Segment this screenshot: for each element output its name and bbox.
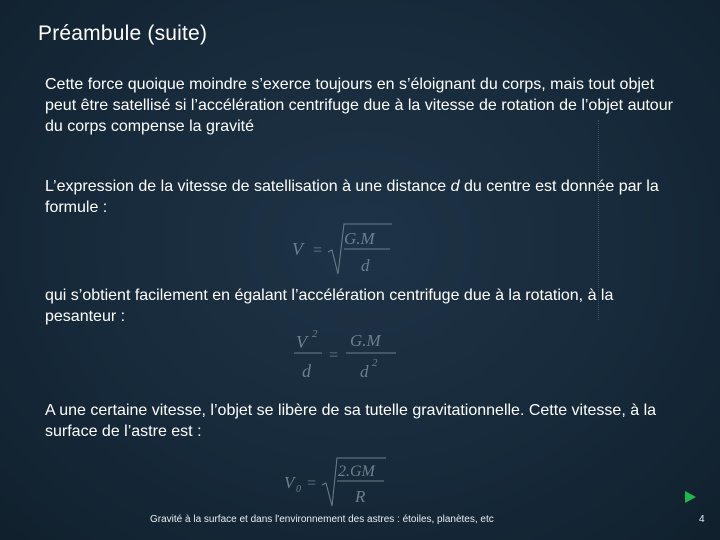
formula2-equals: = <box>328 347 339 364</box>
page-number: 4 <box>699 514 705 525</box>
paragraph-derivation: qui s’obtient facilement en égalant l’accélération centrifuge due à la rotation, à la pesanteur : <box>45 287 614 325</box>
decorative-divider <box>598 120 599 320</box>
formula-denominator: d <box>361 256 370 275</box>
formula2-rhs-exponent: 2 <box>372 357 378 369</box>
slide-footer: Gravité à la surface et dans l'environnement des astres : étoiles, planètes, etc <box>150 514 494 525</box>
slide-title: Préambule (suite) <box>38 22 208 45</box>
paragraph-text: L’expression de la vitesse de satellisation à une distance <box>45 178 451 195</box>
formula2-rhs-numerator: G.M <box>350 331 381 350</box>
variable-d: d <box>450 178 460 195</box>
formula2-lhs-numerator: V <box>296 332 307 352</box>
formula3-subscript: 0 <box>296 484 301 495</box>
paragraph-formula-intro <box>45 176 685 218</box>
formula3-lhs: V <box>284 473 295 492</box>
play-arrow-icon[interactable] <box>685 491 696 503</box>
formula3-denominator: R <box>355 487 366 506</box>
paragraph-satellisation: Cette force quoique moindre s’exerce toujours en s’éloignant du corps, mais tout objet peut être satellisé si l’accélération centrifuge due à la vitesse de rotation de l’objet autour du corps compense la gravité <box>45 76 673 135</box>
formula-equality <box>290 326 410 389</box>
paragraph-text-end: du centre est donnée par la formule : <box>45 178 659 216</box>
formula2-lhs-exponent: 2 <box>312 328 318 340</box>
formula-lhs: V <box>292 239 303 259</box>
formula2-lhs-denominator: d <box>302 361 311 381</box>
formula3-equals: = <box>306 475 317 492</box>
paragraph-escape-velocity: A une certaine vitesse, l’objet se libère de sa tutelle gravitationnelle. Cette vitesse, à la surface de l’astre est : <box>45 402 657 440</box>
formula-escape-velocity <box>280 456 400 517</box>
formula-numerator: G.M <box>344 229 375 248</box>
formula3-numerator: 2.GM <box>338 463 375 480</box>
formula-equals: = <box>312 242 323 259</box>
formula2-rhs-denominator: d <box>360 362 369 381</box>
formula-orbital-velocity <box>288 222 398 283</box>
